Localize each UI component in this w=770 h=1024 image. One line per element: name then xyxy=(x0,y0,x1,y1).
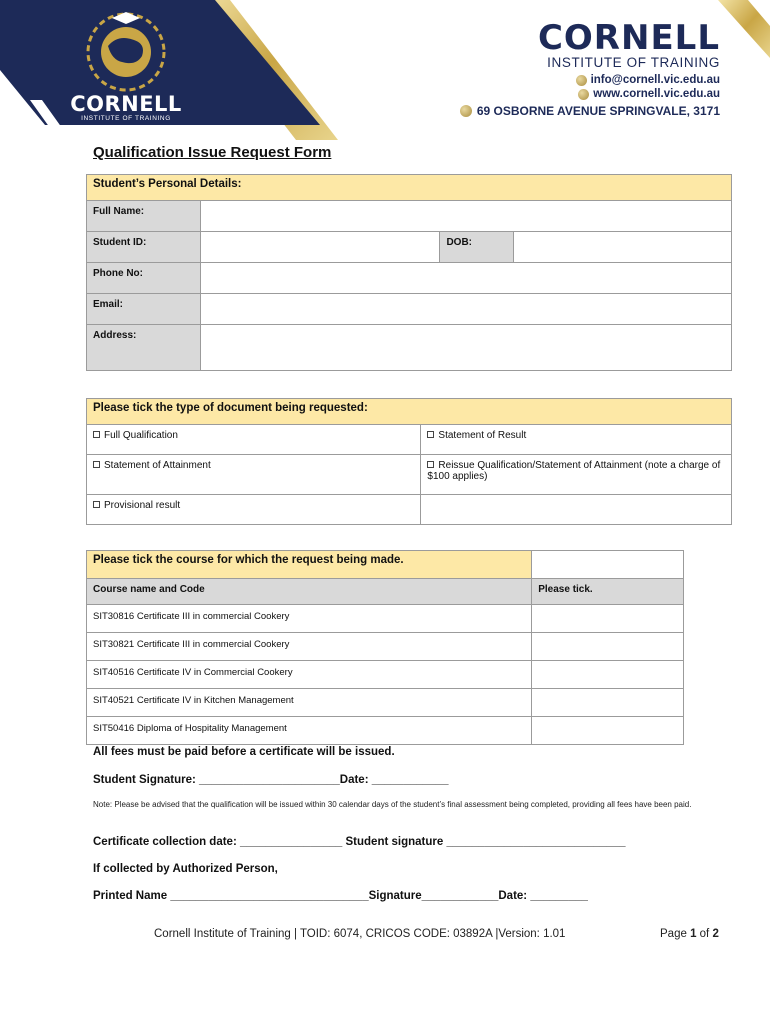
address-text: 69 OSBORNE AVENUE SPRINGVALE, 3171 xyxy=(476,104,720,118)
brand-subtitle: INSTITUTE OF TRAINING xyxy=(547,55,720,70)
course-row: SIT50416 Diploma of Hospitality Management xyxy=(87,717,532,745)
full-name-field[interactable] xyxy=(200,201,731,232)
tick-cell[interactable] xyxy=(532,661,684,689)
checkbox-icon[interactable] xyxy=(93,501,100,508)
email-text[interactable]: info@cornell.vic.edu.au xyxy=(590,74,720,86)
globe-icon xyxy=(578,89,589,100)
empty-cell xyxy=(421,495,732,525)
email-line xyxy=(576,74,720,86)
website-text[interactable]: www.cornell.vic.edu.au xyxy=(593,88,720,100)
authorized-person-line: If collected by Authorized Person, xyxy=(93,863,278,875)
course-heading: Please tick the course for which the request being made. xyxy=(87,551,532,579)
checkbox-icon[interactable] xyxy=(427,431,434,438)
course-heading-blank xyxy=(532,551,684,579)
footer-text: Cornell Institute of Training | TOID: 6074, CRICOS CODE: 03892A |Version: 1.01 xyxy=(154,928,566,940)
checkbox-icon[interactable] xyxy=(427,461,434,468)
tick-cell[interactable] xyxy=(532,717,684,745)
issue-note: Note: Please be advised that the qualification will be issued within 30 calendar days of the student’s final assessment being completed, providing all fees have been paid. xyxy=(93,800,692,809)
logo-name: CORNELL xyxy=(70,92,182,116)
printed-name-line[interactable]: Printed Name _______________________________Signature____________Date: _________ xyxy=(93,890,588,902)
option-reissue[interactable]: Reissue Qualification/Statement of Attainment (note a charge of $100 applies) xyxy=(421,455,732,495)
email-field[interactable] xyxy=(200,294,731,325)
course-row: SIT40516 Certificate IV in Commercial Cookery xyxy=(87,661,532,689)
student-id-field[interactable] xyxy=(200,232,440,263)
globe-icon xyxy=(576,75,587,86)
brand-name: CORNELL xyxy=(537,18,720,58)
course-name-header: Course name and Code xyxy=(87,579,532,605)
course-table xyxy=(86,550,684,745)
please-tick-header: Please tick. xyxy=(532,579,684,605)
course-row: SIT30821 Certificate III in commercial Cookery xyxy=(87,633,532,661)
tick-cell[interactable] xyxy=(532,605,684,633)
email-label: Email: xyxy=(87,294,201,325)
address-field[interactable] xyxy=(200,325,731,371)
phone-field[interactable] xyxy=(200,263,731,294)
document-type-table xyxy=(86,398,732,525)
option-provisional-result[interactable]: Provisional result xyxy=(87,495,421,525)
document-type-heading: Please tick the type of document being requested: xyxy=(87,399,732,425)
option-full-qualification[interactable]: Full Qualification xyxy=(87,425,421,455)
student-signature-line[interactable]: Student Signature: ______________________Date: ____________ xyxy=(93,774,449,786)
tick-cell[interactable] xyxy=(532,689,684,717)
phone-label: Phone No: xyxy=(87,263,201,294)
checkbox-icon[interactable] xyxy=(93,461,100,468)
logo-subtitle: INSTITUTE OF TRAINING xyxy=(81,115,171,122)
collection-date-line[interactable]: Certificate collection date: ________________ Student signature ____________________________ xyxy=(93,836,626,848)
location-icon xyxy=(460,105,472,117)
personal-details-heading: Student’s Personal Details: xyxy=(87,175,732,201)
option-statement-of-attainment[interactable]: Statement of Attainment xyxy=(87,455,421,495)
fees-notice: All fees must be paid before a certificate will be issued. xyxy=(93,746,395,758)
full-name-label: Full Name: xyxy=(87,201,201,232)
address-label: Address: xyxy=(87,325,201,371)
dob-field[interactable] xyxy=(514,232,732,263)
personal-details-table xyxy=(86,174,732,371)
gold-corner xyxy=(718,0,770,58)
student-id-label: Student ID: xyxy=(87,232,201,263)
page-number: Page 1 of 2 xyxy=(660,928,719,940)
course-row: SIT30816 Certificate III in commercial Cookery xyxy=(87,605,532,633)
tick-cell[interactable] xyxy=(532,633,684,661)
form-title: Qualification Issue Request Form xyxy=(93,144,332,161)
brand-block xyxy=(538,20,720,70)
logo-text xyxy=(66,92,186,122)
option-statement-of-result[interactable]: Statement of Result xyxy=(421,425,732,455)
course-row: SIT40521 Certificate IV in Kitchen Management xyxy=(87,689,532,717)
checkbox-icon[interactable] xyxy=(93,431,100,438)
dob-label: DOB: xyxy=(440,232,514,263)
address-line xyxy=(460,104,720,118)
website-line xyxy=(578,88,720,100)
